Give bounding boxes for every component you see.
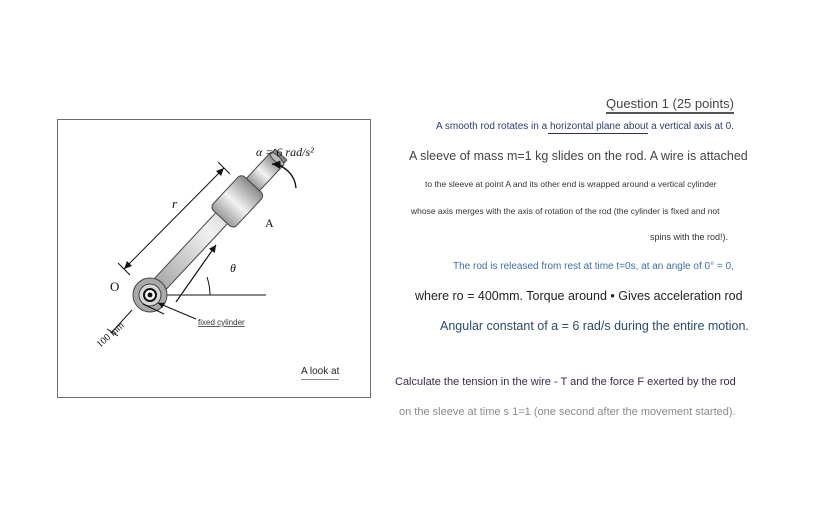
- question-line-9: Calculate the tension in the wire - T and the force F exerted by the rod: [395, 376, 736, 388]
- theta-arc: [207, 277, 210, 295]
- question-line-8: Angular constant of a = 6 rad/s during the entire motion.: [440, 319, 749, 333]
- r-label: r: [172, 196, 178, 211]
- fixed-cylinder-label: fixed cylinder: [198, 318, 245, 327]
- theta-label: θ: [230, 261, 236, 275]
- question-line-6: The rod is released from rest at time t=0s, at an angle of 0° = 0,: [453, 261, 734, 272]
- question-line-4: whose axis merges with the axis of rotation of the rod (the cylinder is fixed and not: [411, 206, 720, 216]
- underline-mark: [548, 133, 648, 134]
- r-dimension: [124, 168, 224, 269]
- figure-panel: [57, 119, 371, 398]
- rod-diagram: [58, 120, 372, 399]
- question-line-10: on the sleeve at time s 1=1 (one second after the movement started).: [399, 406, 736, 418]
- question-line-7: where ro = 400mm. Torque around • Gives acceleration rod: [415, 289, 743, 303]
- dimension-label: 100 mm: [94, 319, 127, 351]
- question-title: Question 1 (25 points): [606, 97, 734, 114]
- question-line-5: spins with the rod!).: [650, 232, 729, 242]
- question-line-2: A sleeve of mass m=1 kg slides on the rod. A wire is attached: [409, 149, 748, 163]
- alpha-label: α = 6 rad/s²: [256, 145, 314, 159]
- question-line-3: to the sleeve at point A and its other end is wrapped around a vertical cylinder: [425, 179, 717, 189]
- origin-label: O: [110, 279, 120, 294]
- figure-caption: A look at: [301, 366, 339, 380]
- question-line-1: A smooth rod rotates in a horizontal plane about a vertical axis at 0.: [436, 121, 734, 132]
- point-a-label: A: [265, 216, 274, 230]
